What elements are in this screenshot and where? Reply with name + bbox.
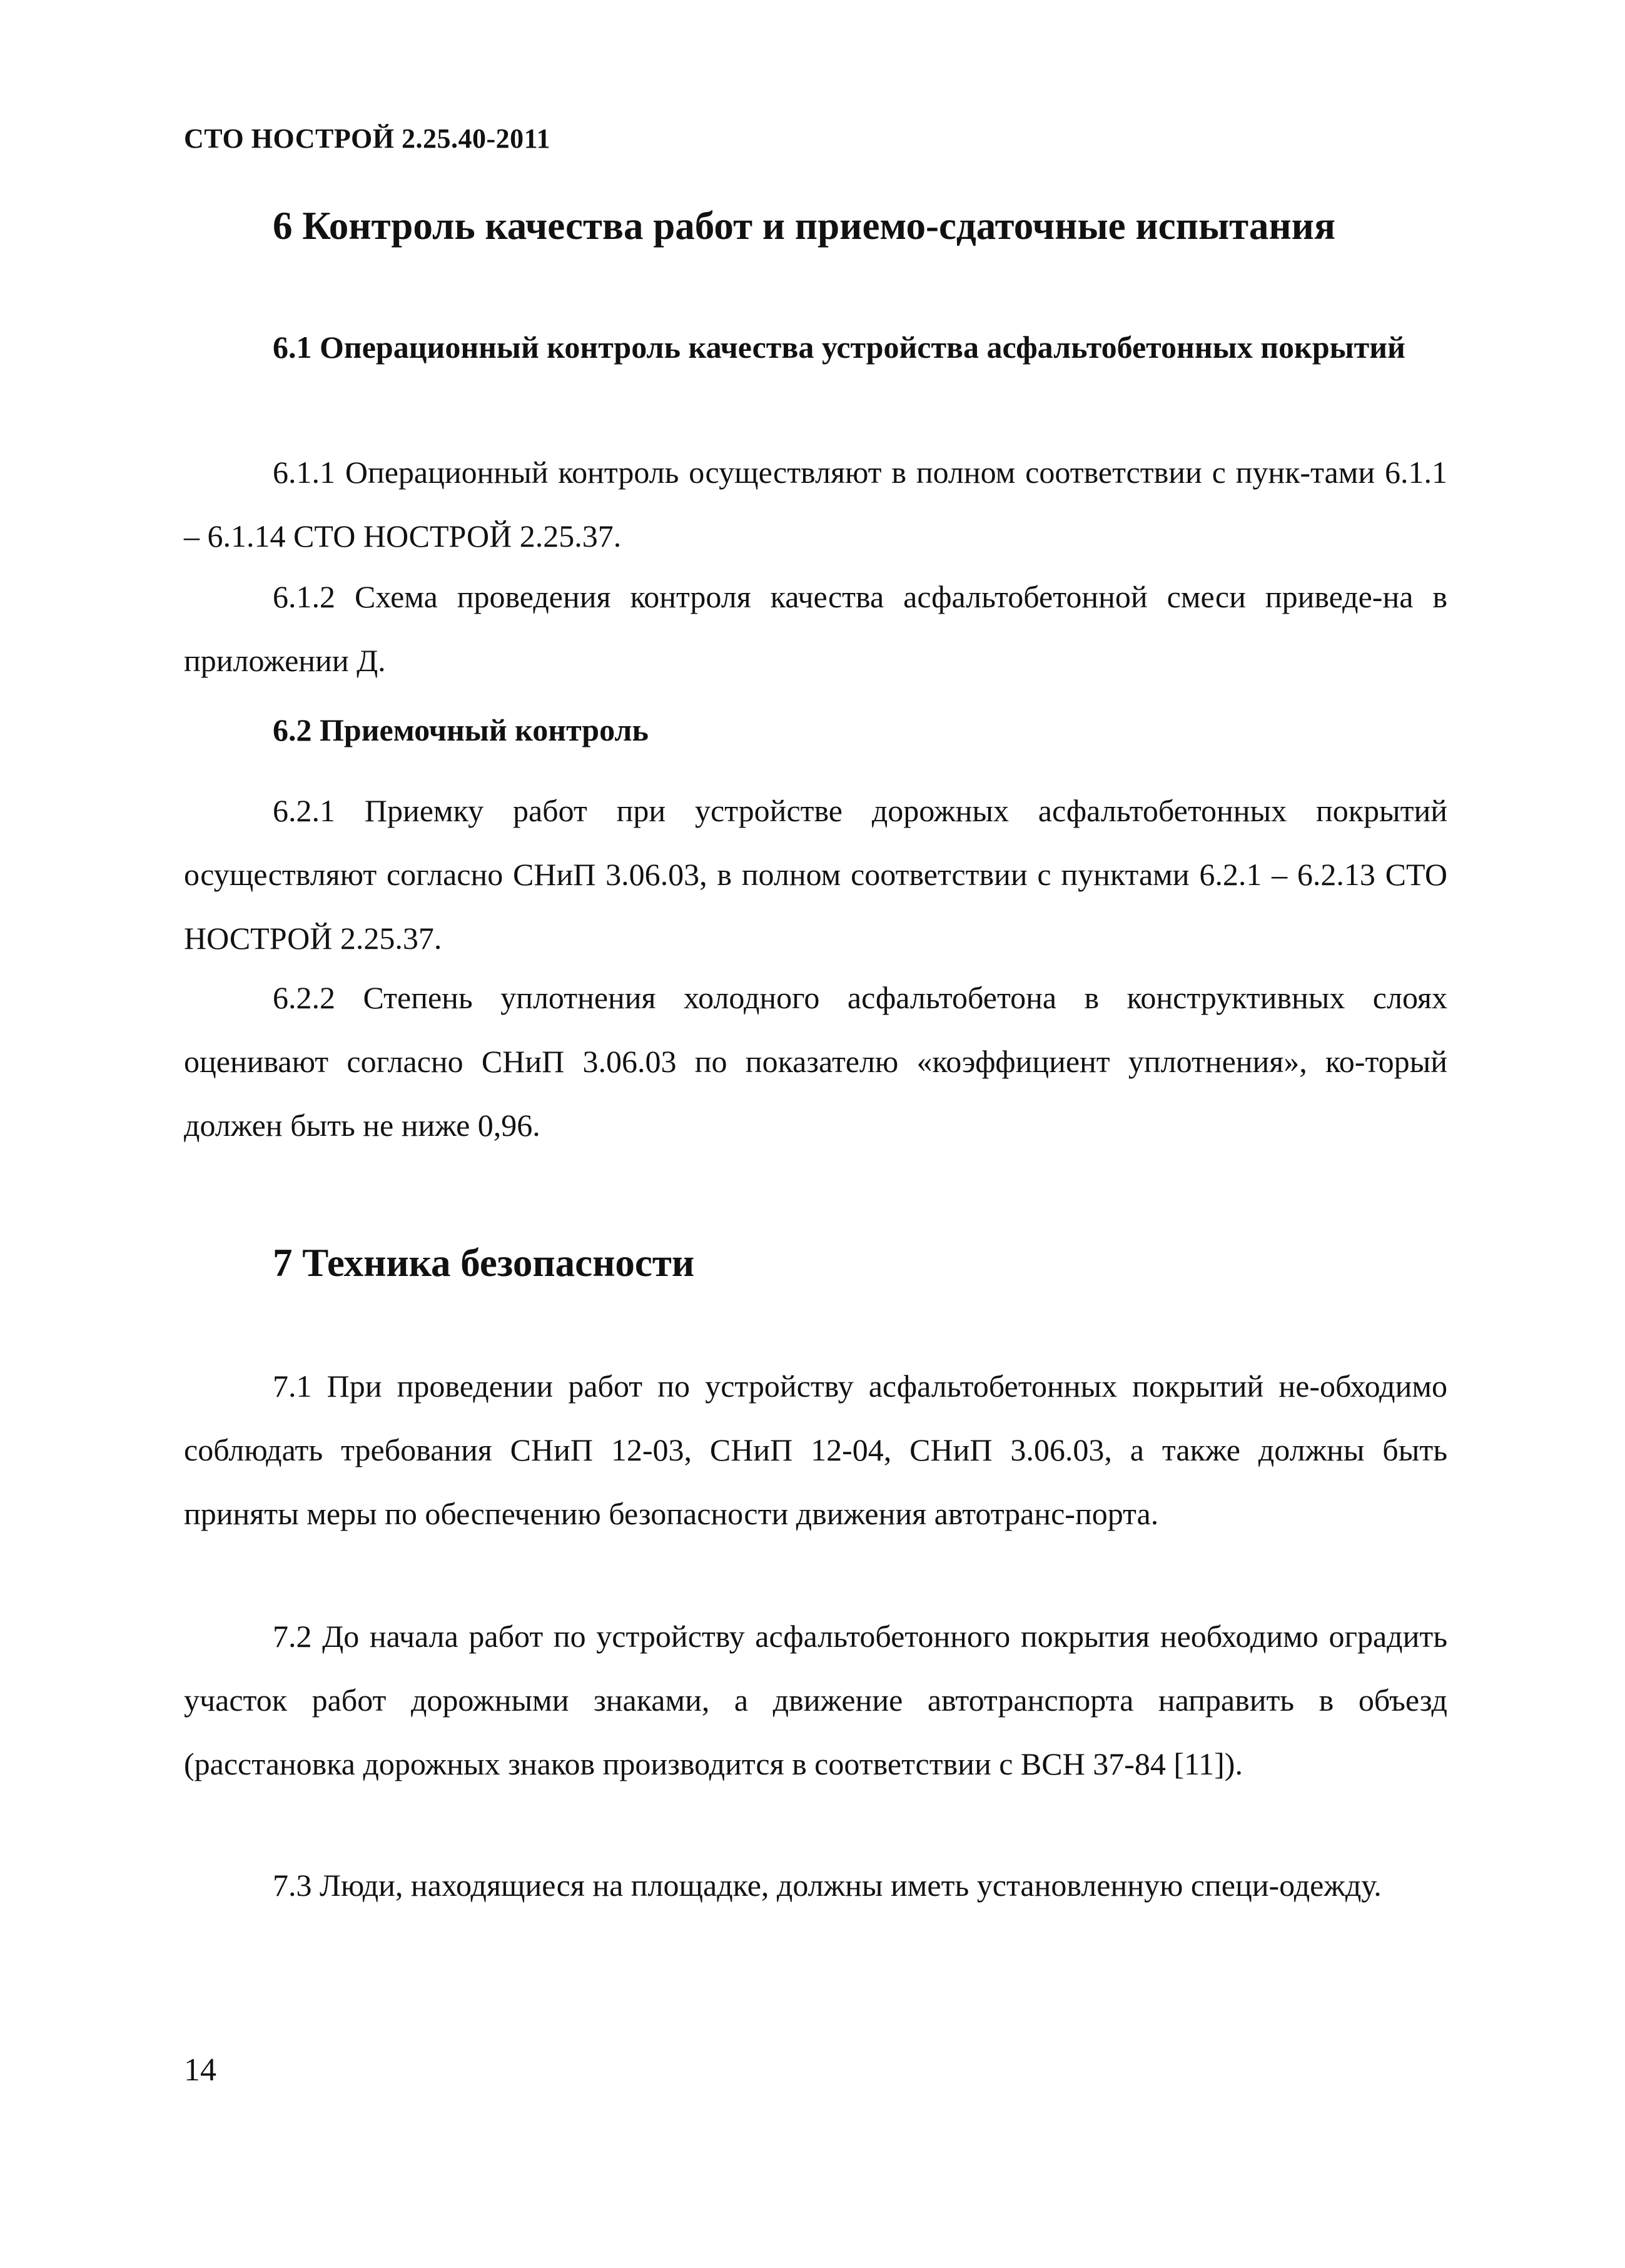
page-number: 14: [184, 2052, 216, 2088]
paragraph-7-1: 7.1 При проведении работ по устройству асфальтобетонных покрытий не-обходимо соблюдать требования СНиП 12-03, СНиП 12-04, СНиП 3.06.03, а также должны быть приняты меры по обеспечению безопасности движения автотранс-порта.: [184, 1369, 1447, 1531]
paragraph-6-2-2: 6.2.2 Степень уплотнения холодного асфальтобетона в конструктивных слоях оценивают согласно СНиП 3.06.03 по показателю «коэффициент уплотнения», ко-торый должен быть не ниже 0,96.: [184, 980, 1447, 1143]
document-code-header: СТО НОСТРОЙ 2.25.40-2011: [184, 123, 551, 154]
paragraph-6-1-1: 6.1.1 Операционный контроль осуществляют в полном соответствии с пунк-тами 6.1.1 – 6.1.14 СТО НОСТРОЙ 2.25.37.: [184, 455, 1447, 554]
paragraph-7-2: 7.2 До начала работ по устройству асфальтобетонного покрытия необходимо оградить участок работ дорожными знаками, а движение автотранспорта направить в объезд (расстановка дорожных знаков производится в соответствии с ВСН 37-84 [11]).: [184, 1619, 1447, 1781]
subsection-6-1-heading: 6.1 Операционный контроль качества устройства асфальтобетонных покрытий: [273, 330, 1405, 365]
section-6-heading: 6 Контроль качества работ и приемо-сдаточные испытания: [273, 204, 1336, 248]
subsection-6-2-heading: 6.2 Приемочный контроль: [273, 712, 649, 747]
paragraph-7-3: 7.3 Люди, находящиеся на площадке, должны иметь установленную специ-одежду.: [273, 1868, 1382, 1903]
paragraph-6-1-2: 6.1.2 Схема проведения контроля качества асфальтобетонной смеси приведе-на в приложении Д.: [184, 579, 1447, 678]
paragraph-6-2-1: 6.2.1 Приемку работ при устройстве дорожных асфальтобетонных покрытий осуществляют согласно СНиП 3.06.03, в полном соответствии с пунктами 6.2.1 – 6.2.13 СТО НОСТРОЙ 2.25.37.: [184, 793, 1447, 956]
section-7-heading: 7 Техника безопасности: [273, 1241, 695, 1285]
